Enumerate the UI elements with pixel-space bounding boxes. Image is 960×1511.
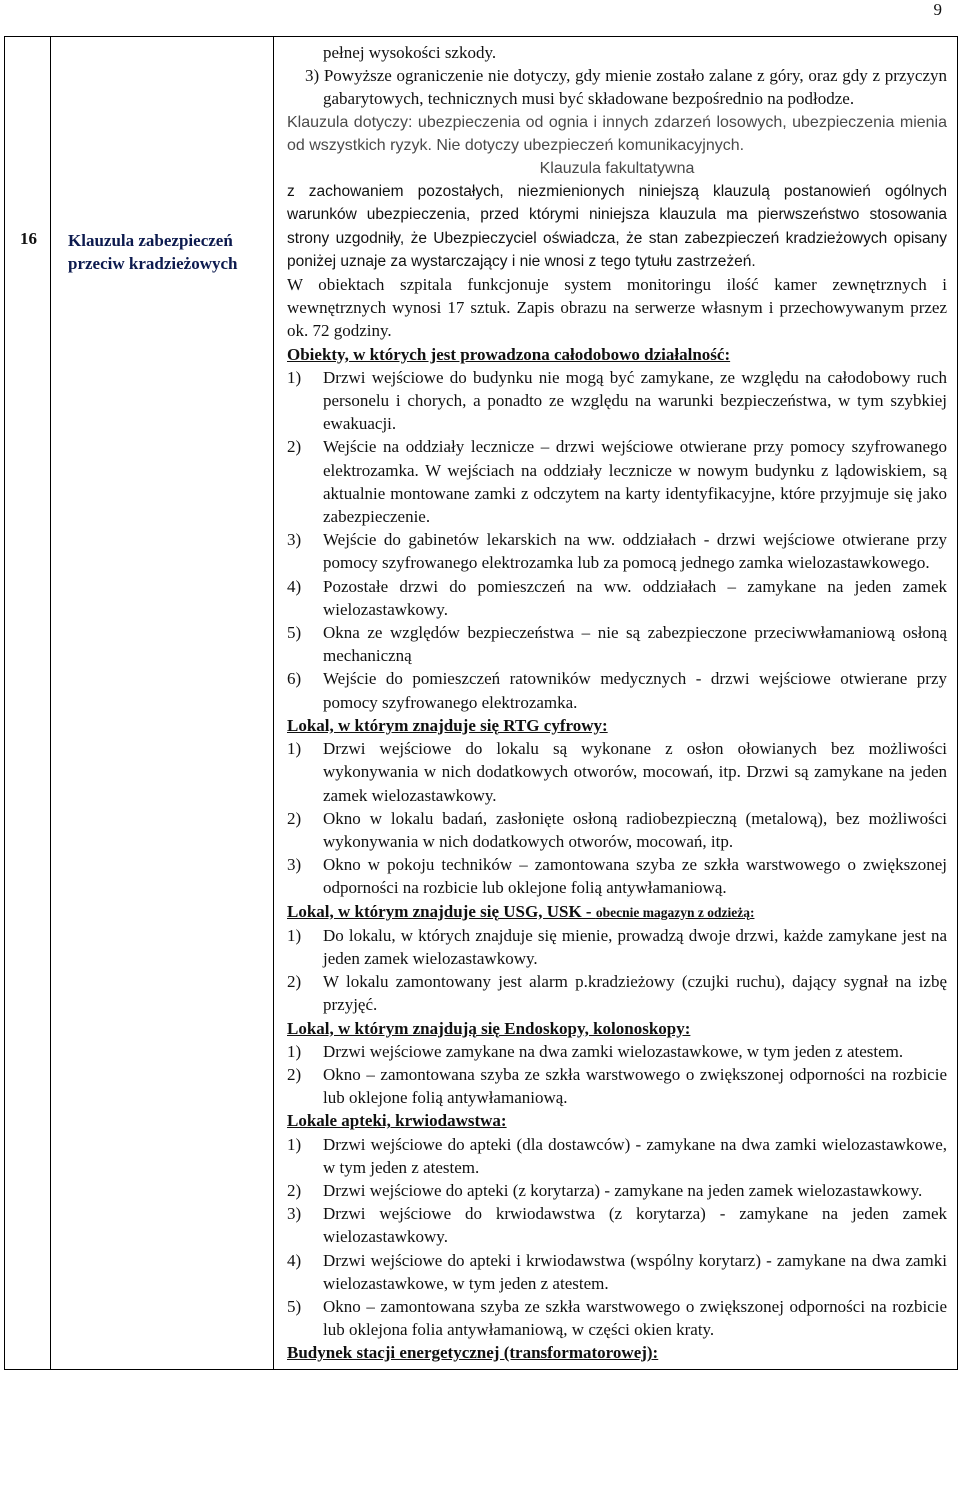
list-item-text: Drzwi wejściowe do budynku nie mogą być zamykane, ze względu na całodobowy ruch personelu i chorych, a ponadto ze względu na warunki bezpieczeństwa, w tym szybkiej ewakuacji. [323,367,947,434]
list-item-number: 3) [287,855,302,875]
list-item-text: Okno – zamontowana szyba ze szkła warstwowego o zwiększonej odporności na rozbicie lub oklejone folią antywłamaniową. [323,1064,947,1108]
clause-optional: Klauzula fakultatywna [539,160,695,178]
section-heading [287,1109,947,1132]
list-item [287,970,947,1016]
list-item-number: 5) [287,1296,302,1316]
section-list [287,366,947,714]
list-item-text: Pozostałe drzwi do pomieszczeń na ww. oddziałach – zamykane na jeden zamek wielozastawkowy. [323,576,947,619]
list-item-number: 6) [287,669,302,689]
list-item [287,924,947,970]
list-item-number: 2) [287,1064,302,1084]
clause-body: z zachowaniem pozostałych, niezmienionych niniejszą klauzulą postanowień ogólnych warunków ubezpieczenia, przed którymi niniejsza klauzula ma pierwszeństwo stosowania strony uzgodniły, że Ubezpieczyciel oświadcza, że stan zabezpieczeń kradzieżowych opisany poniżej uznaje za wystarczający i nie wnosi z tego tytułu zastrzeżeń. [287,183,947,270]
list-item [287,1133,947,1179]
list-item-text: Okno – zamontowana szyba ze szkła warstwowego o zwiększonej odporności na rozbicie lub oklejona folia antywłamaniową, w części okien kraty. [323,1296,947,1340]
section-heading [287,714,947,737]
list-item-text: Drzwi wejściowe do apteki (dla dostawców) - zamykane na dwa zamki wielozastawkowe, w tym jeden z atestem. [323,1134,947,1177]
section-heading-text: Lokal, w którym znajduje się USG, USK - [287,901,596,921]
list-item [287,667,947,713]
clause-monitoring: W obiektach szpitala funkcjonuje system monitoringu ilość kamer zewnętrznych i wewnętrznych wynosi 17 sztuk. Zapis obrazu na serwerze własnym i przechowywanym przez ok. 72 godziny. [287,275,947,341]
row-content-cell [274,37,958,1370]
list-item-text: Drzwi wejściowe do apteki i krwiodawstwa (wspólny korytarz) - zamykane na dwa zamki wielozastawkowe, w tym jeden z atestem. [323,1250,947,1293]
list-item-number: 3) [287,530,302,550]
list-item-number: 3) [287,1204,302,1224]
intro-line: pełnej wysokości szkody. [323,43,497,62]
row-title: Klauzula zabezpieczeń przeciw kradzieżowych [68,231,238,273]
section-subheading: obecnie magazyn z odzieżą: [595,904,755,920]
section-list [287,1040,947,1110]
list-item [287,575,947,621]
section-heading-text: Lokale apteki, krwiodawstwa: [287,1111,507,1131]
list-item-number: 2) [287,437,302,457]
list-item-text: Drzwi wejściowe do krwiodawstwa (z korytarza) - zamykane na jeden zamek wielozastawkowy. [323,1204,947,1247]
intro-item-3: 3) Powyższe ograniczenie nie dotyczy, gdy mienie zostało zalane z góry, oraz gdy z przyczyn gabarytowych, technicznych musi być składowane bezpośrednio na podłodze. [305,66,947,109]
section-heading-text: Lokal, w którym znajdują się Endoskopy, kolonoskopy: [287,1018,691,1038]
section-list [287,1133,947,1342]
list-item [287,737,947,807]
list-item-text: Drzwi wejściowe do lokalu są wykonane z osłon ołowianych bez możliwości wykonywania w nich dodatkowych otworów, mocowań, itp. Drzwi są zamykane na jeden zamek wielozastawkowy. [323,739,947,805]
list-item [287,807,947,853]
list-item-text: Wejście do gabinetów lekarskich na ww. oddziałach - drzwi wejściowe otwierane przy pomocy szyfrowanego elektrozamka lub za pomocą jednego zamka wielozastawkowego. [323,530,947,573]
section-heading [287,1341,947,1364]
list-item-text: Okno w pokoju techników – zamontowana szyba ze szkła warstwowego o zwiększonej odporności na rozbicie lub oklejone folią antywłamaniową. [323,855,947,898]
list-item [287,1295,947,1341]
list-item [287,621,947,667]
list-item-number: 4) [287,576,302,596]
section-heading-text: Obiekty, w których jest prowadzona całodobowo działalność: [287,344,731,364]
list-item-text: W lokalu zamontowany jest alarm p.kradzieżowy (czujki ruchu), dający sygnał na izbę przyjęć. [323,972,947,1015]
section-heading [287,900,947,924]
section-heading-text: Budynek stacji energetycznej (transformatorowej): [287,1343,659,1363]
list-item-number: 1) [287,739,302,759]
section-list [287,924,947,1017]
list-item-text: Okno w lokalu badań, zasłonięte osłoną radiobezpieczną (metalową), bez możliwości wykonywania w nich dodatkowych otworów, mocowań, itp. [323,808,947,851]
section-heading [287,343,947,366]
list-item-number: 2) [287,972,302,992]
list-item [287,1179,947,1202]
list-item [287,1063,947,1109]
list-item-number: 4) [287,1250,302,1270]
list-item-number: 1) [287,1041,302,1061]
list-item-number: 5) [287,623,302,643]
list-item [287,366,947,436]
clause-applies: Klauzula dotyczy: ubezpieczenia od ognia i innych zdarzeń losowych, ubezpieczenia mienia od wszystkich ryzyk. Nie dotyczy ubezpieczeń komunikacyjnych. [287,113,947,154]
list-item-number: 2) [287,1180,302,1200]
list-item [287,1040,947,1063]
list-item-number: 1) [287,367,302,387]
list-item [287,435,947,528]
list-item-text: Drzwi wejściowe do apteki (z korytarza) - zamykane na jeden zamek wielozastawkowy. [323,1180,923,1200]
list-item [287,1202,947,1248]
list-item-number: 2) [287,808,302,828]
list-item-text: Okna ze względów bezpieczeństwa – nie są zabezpieczone przeciwwłamaniową osłoną mechaniczną [323,623,947,666]
list-item-text: Do lokalu, w których znajduje się mienie, prowadzą dwoje drzwi, każde zamykane jest na jeden zamek wielozastawkowy. [323,925,947,968]
list-item-text: Wejście na oddziały lecznicze – drzwi wejściowe otwierane przy pomocy szyfrowanego elektrozamka. W wejściach na oddziały lecznicze w nowym budynku z lądowiskiem, są aktualnie montowane zamki z odczytem na karty identyfikacyjne, które przyjmuje się jako zabezpieczenie. [323,437,947,527]
list-item [287,528,947,574]
section-heading [287,1017,947,1040]
row-number: 16 [20,229,37,248]
list-item-text: Wejście do pomieszczeń ratowników medycznych - drzwi wejściowe otwierane przy pomocy szyfrowanego elektrozamka. [323,669,947,712]
list-item-number: 1) [287,1134,302,1154]
list-item [287,853,947,899]
section-list [287,737,947,899]
list-item-text: Drzwi wejściowe zamykane na dwa zamki wielozastawkowe, w tym jeden z atestem. [323,1041,904,1061]
section-heading-text: Lokal, w którym znajduje się RTG cyfrowy: [287,715,608,735]
list-item-number: 1) [287,925,302,945]
page-number: 9 [933,0,942,19]
list-item [287,1249,947,1295]
sections [287,343,947,1365]
